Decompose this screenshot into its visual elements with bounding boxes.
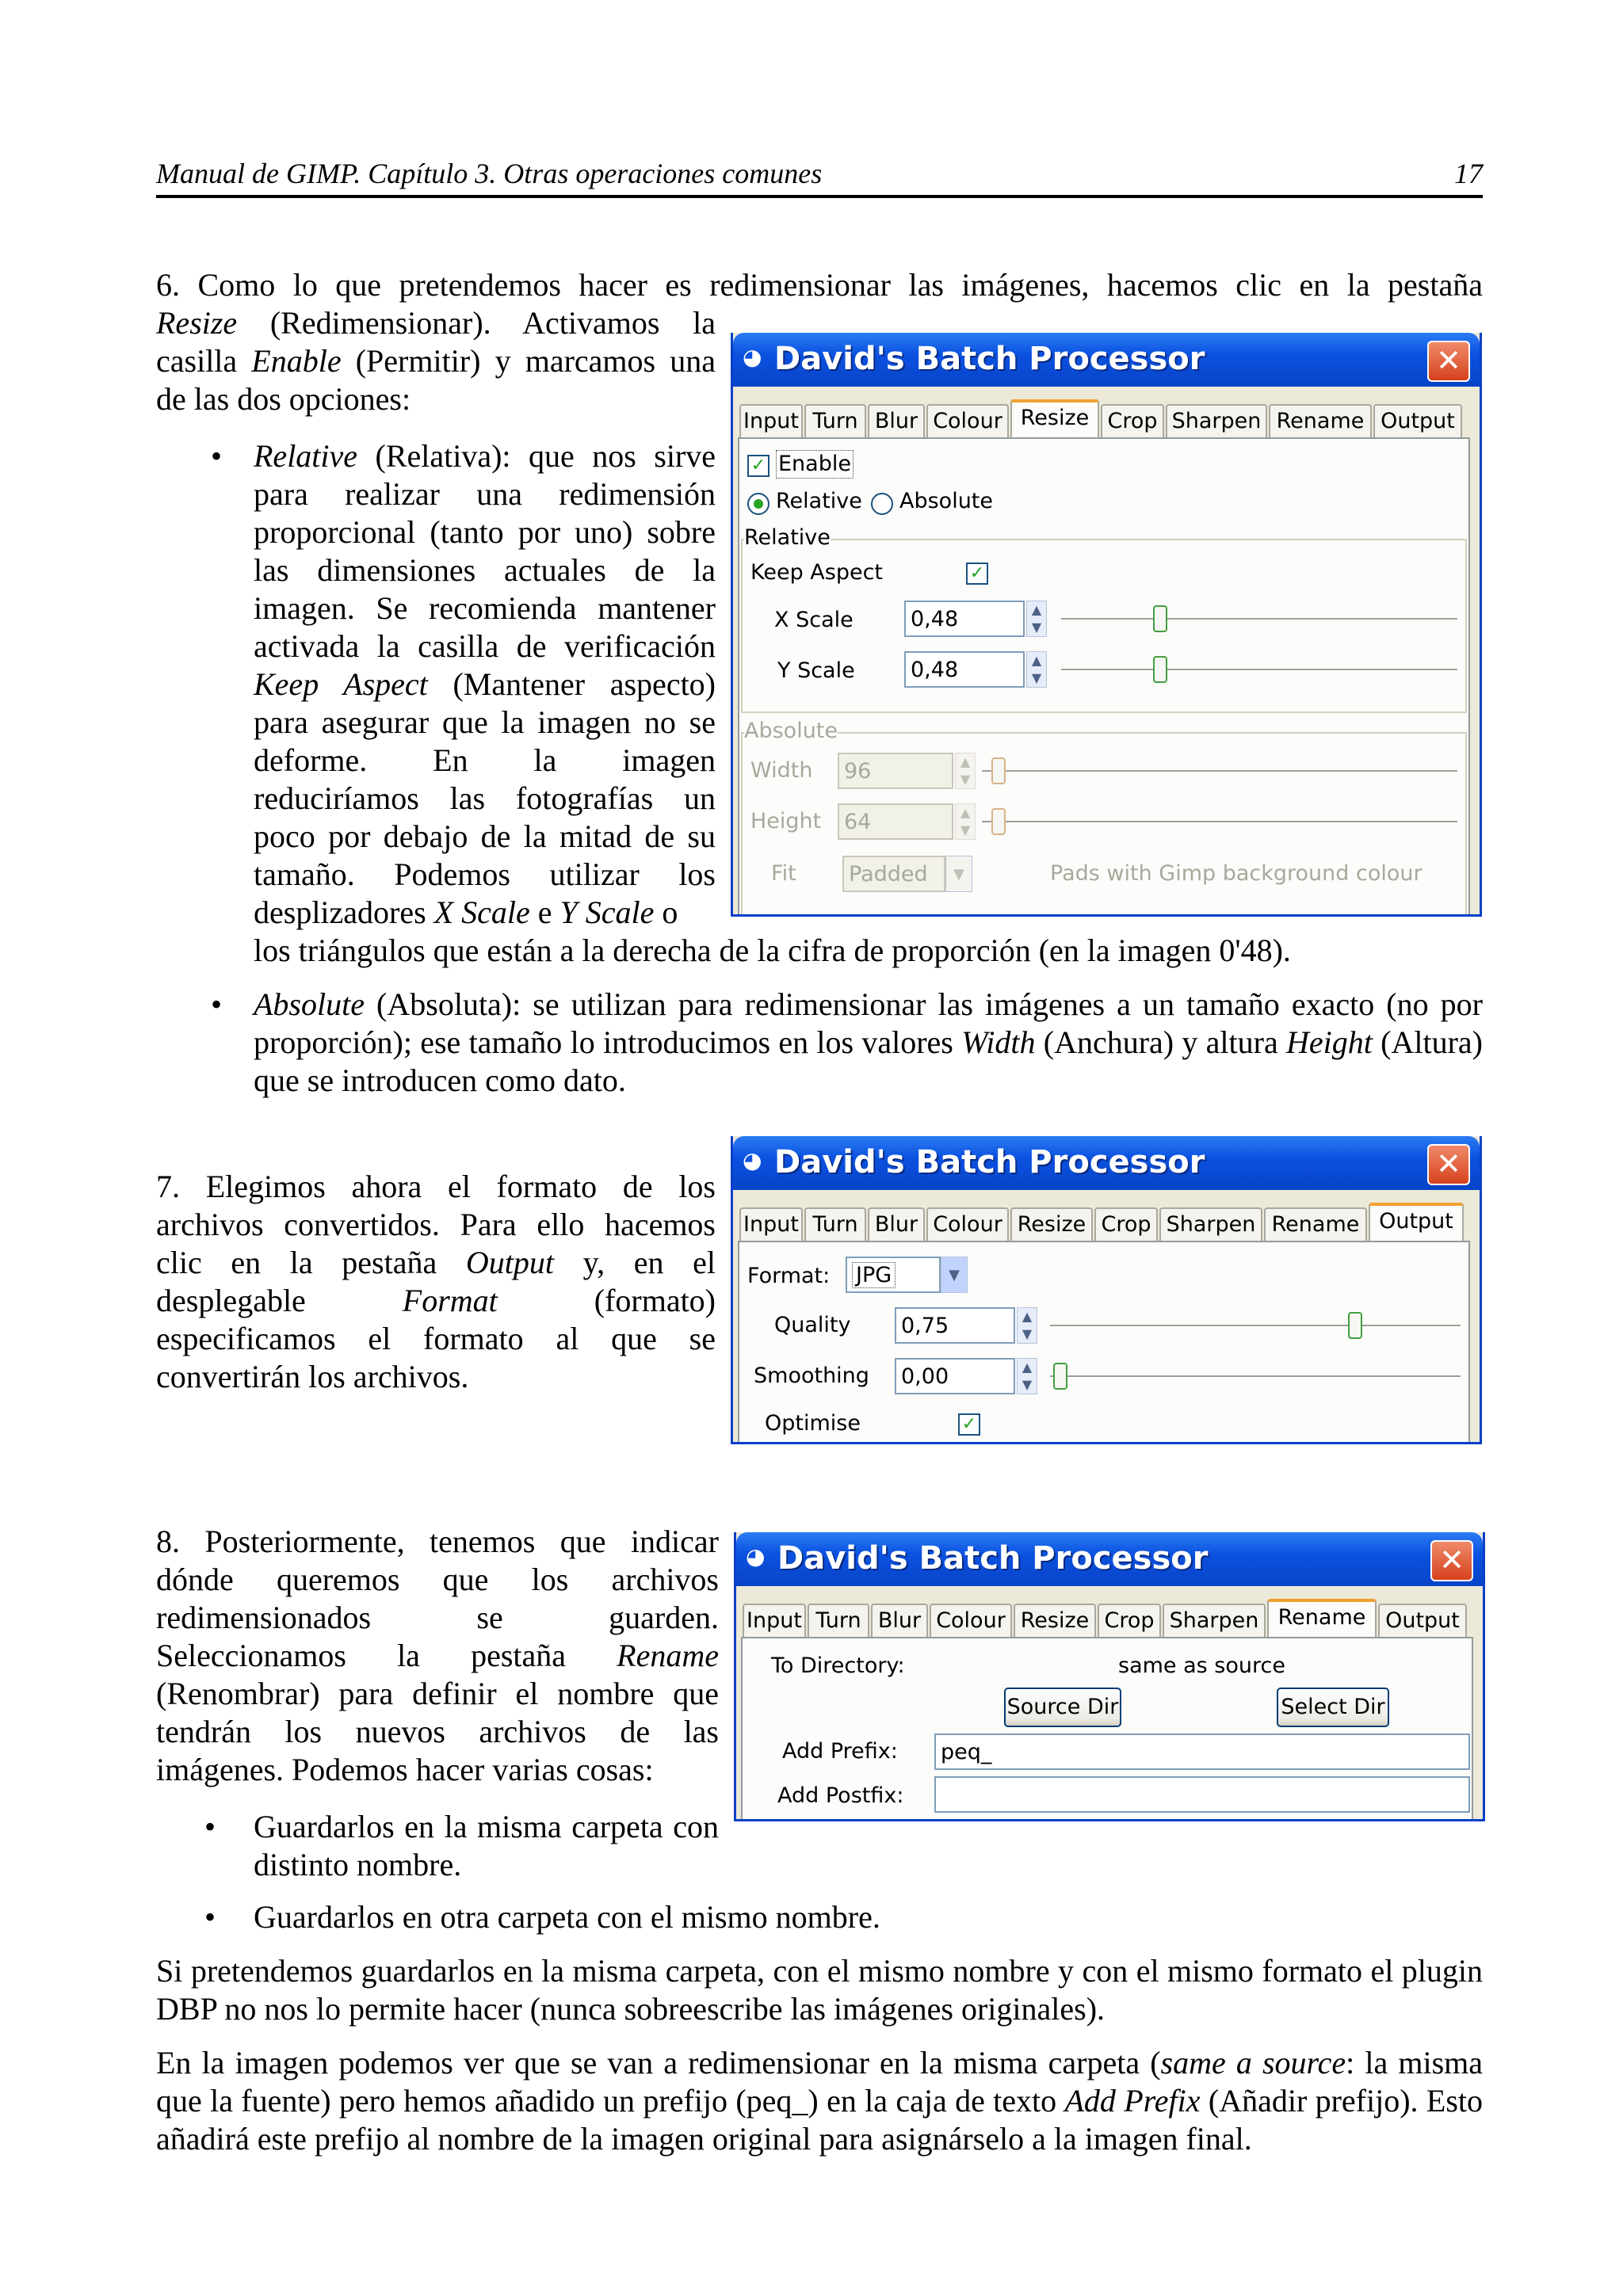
term-resize: Resize [156, 305, 238, 341]
text: (Permitir) y marcamos una de las dos opciones: [156, 343, 716, 417]
tab-blur[interactable]: Blur [871, 1604, 928, 1637]
section7-text [156, 1168, 716, 1396]
quality-label: Quality [774, 1313, 851, 1337]
bullet-dot: • [211, 986, 223, 1022]
fit-select[interactable]: Padded [842, 856, 945, 892]
up-arrow-icon: ▲ [1022, 1360, 1033, 1375]
up-arrow-icon: ▲ [960, 805, 971, 820]
enable-checkbox[interactable]: ✓ [747, 455, 769, 477]
height-slider-thumb[interactable] [991, 808, 1006, 835]
y-scale-spinner[interactable] [1026, 651, 1047, 688]
smoothing-input[interactable]: 0,00 [895, 1358, 1015, 1394]
width-label: Width [750, 758, 813, 783]
down-arrow-icon: ▼ [1031, 670, 1042, 685]
absolute-group-label: Absolute [744, 719, 838, 743]
quality-spinner[interactable] [1017, 1307, 1037, 1344]
bullet-absolute [254, 986, 1483, 1100]
pads-note: Pads with Gimp background colour [1050, 861, 1423, 886]
width-input[interactable]: 96 [838, 753, 953, 789]
quality-input[interactable]: 0,75 [895, 1307, 1015, 1344]
text: (formato) especificamos el formato al que se convertirán los archivos. [156, 1283, 716, 1394]
tab-rename[interactable]: Rename [1269, 404, 1372, 437]
tab-turn[interactable]: Turn [808, 1604, 869, 1637]
tab-resize[interactable]: Resize [1014, 1604, 1096, 1637]
down-arrow-icon: ▼ [960, 772, 971, 787]
output-panel [738, 1241, 1470, 1444]
title-bar [733, 333, 1480, 387]
term-same-as-source: same a source [1160, 2045, 1346, 2081]
term-add-prefix: Add Prefix [1064, 2083, 1201, 2119]
close-button[interactable]: ✕ [1427, 1144, 1470, 1185]
tab-colour[interactable]: Colour [926, 404, 1009, 437]
text: (Añadir prefijo). Esto añadirá este prefijo al nombre de la imagen original para asignárselo a la imagen final. [156, 2083, 1483, 2157]
y-scale-label: Y Scale [777, 658, 855, 683]
tab-turn[interactable]: Turn [804, 1207, 866, 1241]
text: (Renombrar) para definir el nombre que tendrán los nuevos archivos de las imágenes. Podemos hacer varias cosas: [156, 1676, 719, 1787]
window-title: David's Batch Processor [774, 1144, 1205, 1180]
width-slider-track [982, 770, 1457, 772]
section8-para1: Si pretendemos guardarlos en la misma carpeta, con el mismo nombre y con el mismo formato el plugin DBP no nos lo permite hacer (nunca sobreescribe las imágenes originales). [156, 1953, 1483, 2027]
window-title: David's Batch Processor [774, 341, 1205, 377]
tab-turn[interactable]: Turn [804, 404, 866, 437]
tab-colour[interactable]: Colour [926, 1207, 1009, 1241]
optimise-label: Optimise [765, 1411, 861, 1436]
term-relative: Relative [254, 438, 358, 474]
title-bar [733, 1136, 1480, 1190]
page-header [156, 152, 1483, 198]
tab-colour[interactable]: Colour [930, 1604, 1012, 1637]
tab-sharpen[interactable]: Sharpen [1159, 1207, 1262, 1241]
tab-crop[interactable]: Crop [1101, 404, 1164, 437]
term-y-scale: Y Scale [559, 894, 655, 930]
x-scale-label: X Scale [774, 608, 854, 632]
width-spinner[interactable] [955, 753, 976, 789]
height-slider-track [982, 821, 1457, 823]
tab-sharpen[interactable]: Sharpen [1163, 1604, 1266, 1637]
section8-para2 [156, 2044, 1483, 2158]
dbp-window-output [731, 1136, 1482, 1444]
tab-sharpen[interactable]: Sharpen [1166, 404, 1267, 437]
bullet-dot: • [211, 438, 223, 474]
quality-slider-track [1050, 1325, 1461, 1327]
fit-label: Fit [771, 861, 796, 886]
tab-rename[interactable]: Rename [1264, 1207, 1367, 1241]
up-arrow-icon: ▲ [1031, 653, 1042, 668]
text: 8. Posteriormente, tenemos que indicar dónde queremos que los archivos redimensionados se guarden. Seleccionamos la pestaña [156, 1524, 719, 1673]
x-scale-spinner[interactable] [1026, 601, 1047, 637]
tab-output[interactable]: Output [1369, 1203, 1464, 1242]
dbp-window-resize [731, 333, 1482, 917]
width-slider-thumb[interactable] [991, 757, 1006, 784]
source-dir-button[interactable]: Source Dir [1004, 1688, 1121, 1727]
term-height: Height [1286, 1024, 1373, 1060]
text: 7. Elegimos ahora el formato de los archivos convertidos. Para ello hacemos clic en la pestaña [156, 1169, 716, 1280]
smoothing-slider-thumb[interactable] [1053, 1363, 1067, 1390]
tab-resize[interactable]: Resize [1010, 399, 1099, 439]
term-format: Format [402, 1283, 498, 1318]
down-arrow-icon: ▼ [960, 822, 971, 837]
smoothing-label: Smoothing [754, 1363, 869, 1388]
term-output: Output [465, 1245, 555, 1280]
dbp-window-rename [734, 1532, 1485, 1821]
y-scale-input[interactable]: 0,48 [904, 651, 1025, 688]
page-number: 17 [1454, 158, 1483, 189]
close-button[interactable]: ✕ [1430, 1540, 1473, 1581]
text: (Anchura) y altura [1035, 1024, 1287, 1060]
text: (Relativa): que nos sirve para realizar una redimensión proporcional (tanto por uno) sobre las dimensiones actuales de la imagen. Se recomienda mantener activada la casilla de verificación [254, 438, 716, 664]
tab-crop[interactable]: Crop [1098, 1604, 1161, 1637]
text: (Mantener aspecto) para asegurar que la imagen no se deforme. En la imagen reduciríamos las fotografías un poco por debajo de la mitad de su tamaño. Podemos utilizar los desplizadores [254, 666, 716, 930]
section6-line1: 6. Como lo que pretendemos hacer es redimensionar las imágenes, hacemos clic en la pestaña [156, 267, 1483, 303]
text: e [529, 894, 560, 930]
prefix-input[interactable]: peq_ [934, 1733, 1470, 1770]
relative-radio[interactable] [747, 493, 769, 515]
relative-radio-label: Relative [776, 489, 862, 513]
select-dir-button[interactable]: Select Dir [1277, 1688, 1389, 1727]
gimp-icon: ◕ [743, 1147, 762, 1173]
tab-bar [739, 1203, 1473, 1241]
resize-panel [738, 437, 1470, 916]
fit-dropdown-arrow-icon[interactable]: ▼ [945, 856, 972, 892]
gimp-icon: ◕ [743, 344, 762, 370]
tab-input[interactable]: Input [739, 1207, 803, 1241]
smoothing-spinner[interactable] [1017, 1358, 1037, 1394]
window-title: David's Batch Processor [777, 1540, 1209, 1577]
enable-label: Enable [776, 450, 854, 479]
down-arrow-icon: ▼ [1031, 620, 1042, 635]
down-arrow-icon: ▼ [1022, 1377, 1033, 1392]
section8-bullet1: Guardarlos en la misma carpeta con distinto nombre. [254, 1809, 719, 1882]
tab-bar [739, 399, 1473, 437]
quality-slider-thumb[interactable] [1348, 1312, 1362, 1339]
text: (Altura) que se introducen como dato. [254, 1024, 1483, 1098]
y-scale-slider-track [1061, 669, 1457, 671]
bullet-dot: • [204, 1809, 216, 1844]
x-scale-slider-track [1061, 618, 1457, 620]
height-label: Height [750, 809, 822, 833]
directory-value: same as source [1118, 1653, 1285, 1678]
up-arrow-icon: ▲ [1022, 1309, 1033, 1324]
text: : la misma que la fuente) pero hemos añadido un prefijo (peq_) en la caja de texto [156, 2045, 1484, 2119]
keep-aspect-label: Keep Aspect [750, 560, 884, 585]
tab-input[interactable]: Input [739, 404, 803, 437]
gimp-icon: ◕ [746, 1543, 766, 1569]
keep-aspect-checkbox[interactable]: ✓ [966, 563, 988, 585]
format-dropdown-arrow-icon[interactable]: ▼ [941, 1257, 968, 1293]
height-spinner[interactable] [955, 803, 976, 840]
smoothing-slider-track [1050, 1375, 1461, 1378]
term-absolute: Absolute [254, 986, 365, 1022]
absolute-radio[interactable] [871, 493, 893, 515]
tab-blur[interactable]: Blur [868, 404, 925, 437]
postfix-input[interactable] [934, 1776, 1470, 1813]
close-button[interactable]: ✕ [1427, 341, 1470, 382]
relative-group-label: Relative [744, 525, 831, 550]
section8-bullet2: Guardarlos en otra carpeta con el mismo nombre. [254, 1899, 880, 1935]
text: (Absoluta): se utilizan para redimensionar las imágenes a un tamaño exacto (no por proporción); ese tamaño lo introducimos en los valores [254, 986, 1483, 1060]
tab-output[interactable]: Output [1373, 404, 1462, 437]
height-input[interactable]: 64 [838, 803, 953, 840]
bullet-relative-last-line: los triángulos que están a la derecha de la cifra de proporción (en la imagen 0'48). [254, 933, 1291, 968]
add-prefix-label: Add Prefix: [782, 1739, 898, 1764]
x-scale-input[interactable]: 0,48 [904, 601, 1025, 637]
tab-crop[interactable]: Crop [1094, 1207, 1158, 1241]
format-value: JPG [852, 1262, 896, 1288]
y-scale-slider-thumb[interactable] [1153, 656, 1167, 683]
text: y, en el desplegable [156, 1245, 716, 1318]
term-enable: Enable [251, 343, 342, 379]
tab-rename[interactable]: Rename [1267, 1599, 1377, 1638]
to-directory-label: To Directory: [771, 1653, 905, 1678]
tab-bar [743, 1599, 1476, 1637]
down-arrow-icon: ▼ [1022, 1326, 1033, 1341]
section8-text [156, 1523, 719, 1789]
tab-resize[interactable]: Resize [1010, 1207, 1093, 1241]
header-title: Manual de GIMP. Capítulo 3. Otras operaciones comunes [156, 158, 823, 189]
text: o [654, 894, 678, 930]
section6-intro [156, 304, 716, 418]
format-select[interactable] [846, 1257, 941, 1293]
title-bar [736, 1532, 1483, 1586]
bullet-relative [254, 437, 716, 932]
add-postfix-label: Add Postfix: [777, 1783, 904, 1808]
rename-panel [741, 1637, 1473, 1821]
tab-input[interactable]: Input [743, 1604, 806, 1637]
text: En la imagen podemos ver que se van a redimensionar en la misma carpeta ( [156, 2045, 1161, 2081]
bullet-dot: • [204, 1899, 216, 1935]
term-width: Width [961, 1024, 1036, 1060]
format-label: Format: [747, 1264, 831, 1288]
tab-blur[interactable]: Blur [868, 1207, 925, 1241]
text: (Redimensionar). Activamos la casilla [156, 305, 716, 379]
term-keep-aspect: Keep Aspect [254, 666, 428, 702]
up-arrow-icon: ▲ [960, 754, 971, 769]
x-scale-slider-thumb[interactable] [1153, 605, 1167, 632]
up-arrow-icon: ▲ [1031, 602, 1042, 617]
term-x-scale: X Scale [433, 894, 530, 930]
term-rename: Rename [617, 1638, 719, 1673]
tab-output[interactable]: Output [1378, 1604, 1467, 1637]
optimise-checkbox[interactable]: ✓ [958, 1413, 980, 1436]
absolute-radio-label: Absolute [899, 489, 994, 513]
